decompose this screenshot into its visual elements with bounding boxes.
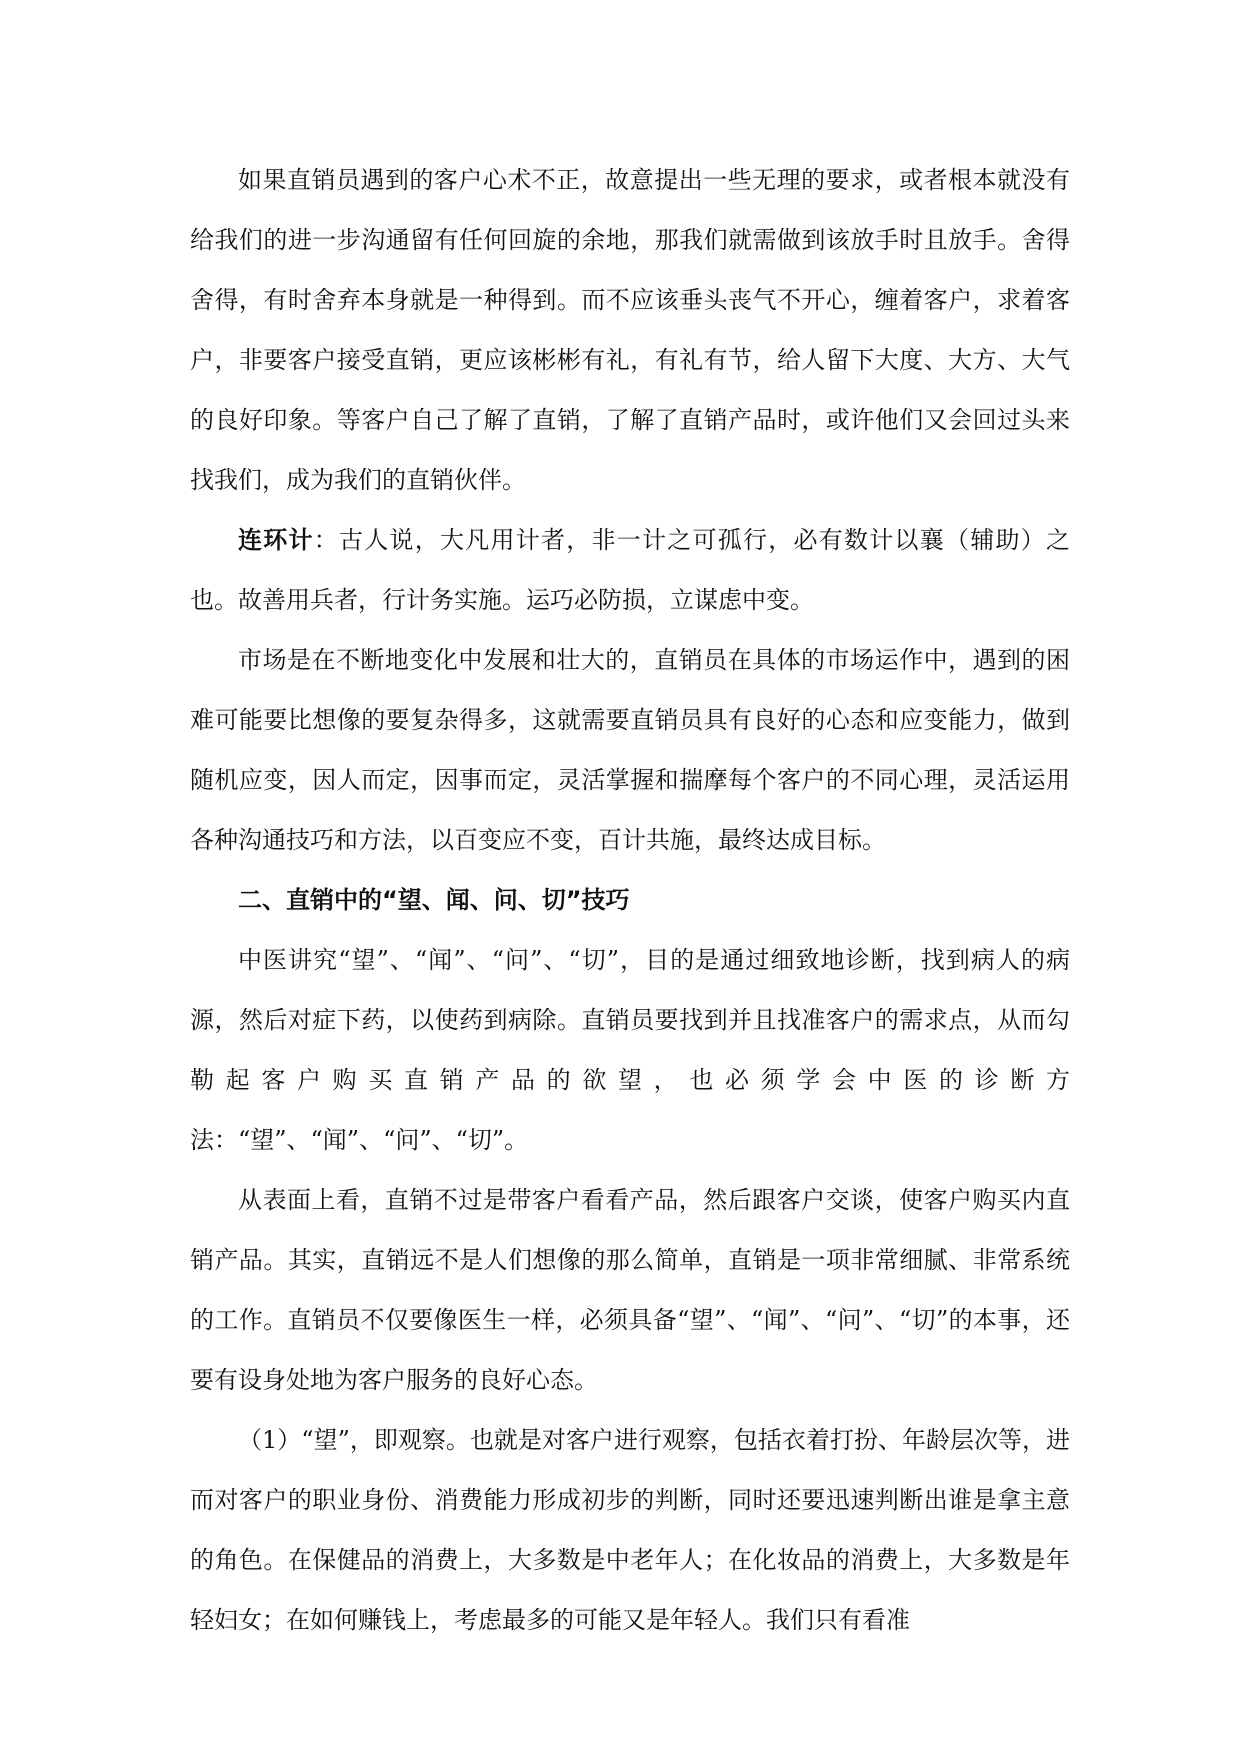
chain-strategy-term: 连环计 — [238, 526, 314, 554]
section-heading: 二、直销中的“望、闻、问、切”技巧 — [238, 886, 630, 914]
paragraph-tcm-analogy: 中医讲究“望”、“闻”、“问”、“切”，目的是通过细致地诊断，找到病人的病源，然后对症下药，以使药到病除。直销员要找到并且找准客户的需求点，从而勾勒起客户购买直销产品的欲望，也必须学会中医的诊断方法：“望”、“闻”、“问”、“切”。 — [190, 946, 1070, 1154]
chain-strategy-text: ：古人说，大凡用计者，非一计之可孤行，必有数计以襄（辅助）之也。故善用兵者，行计务实施。运巧必防损，立谋虑中变。 — [190, 526, 1070, 614]
paragraph-market-change: 市场是在不断地变化中发展和壮大的，直销员在具体的市场运作中，遇到的困难可能要比想像的要复杂得多，这就需要直销员具有良好的心态和应变能力，做到随机应变，因人而定，因事而定，灵活掌握和揣摩每个客户的不同心理，灵活运用各种沟通技巧和方法，以百变应不变，百计共施，最终达成目标。 — [190, 646, 1070, 854]
paragraph-observe: （1）“望”，即观察。也就是对客户进行观察，包括衣着打扮、年龄层次等，进而对客户的职业身份、消费能力形成初步的判断，同时还要迅速判断出谁是拿主意的角色。在保健品的消费上，大多数是中老年人；在化妆品的消费上，大多数是年轻妇女；在如何赚钱上，考虑最多的可能又是年轻人。我们只有看准 — [190, 1426, 1070, 1634]
paragraph-chain-strategy — [190, 510, 1070, 630]
paragraph-let-go: 如果直销员遇到的客户心术不正，故意提出一些无理的要求，或者根本就没有给我们的进一步沟通留有任何回旋的余地，那我们就需做到该放手时且放手。舍得舍得，有时舍弃本身就是一种得到。而不应该垂头丧气不开心，缠着客户，求着客户，非要客户接受直销，更应该彬彬有礼，有礼有节，给人留下大度、大方、大气的良好印象。等客户自己了解了直销，了解了直销产品时，或许他们又会回过头来找我们，成为我们的直销伙伴。 — [190, 166, 1070, 494]
document-body — [190, 150, 1070, 1650]
paragraph-surface-view: 从表面上看，直销不过是带客户看看产品，然后跟客户交谈，使客户购买内直销产品。其实，直销远不是人们想像的那么简单，直销是一项非常细腻、非常系统的工作。直销员不仅要像医生一样，必须具备“望”、“闻”、“问”、“切”的本事，还要有设身处地为客户服务的良好心态。 — [190, 1186, 1070, 1394]
